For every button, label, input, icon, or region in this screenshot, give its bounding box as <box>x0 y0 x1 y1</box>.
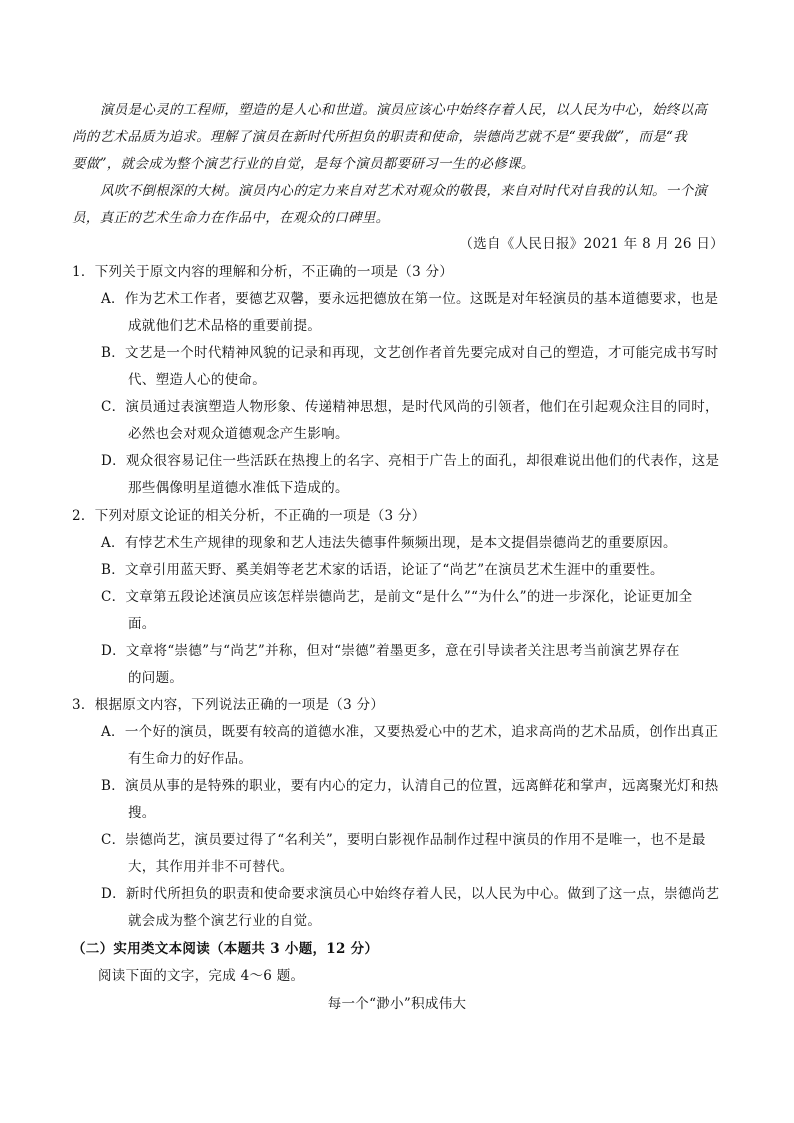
q3-option-c-cont: 大，其作用并非不可替代。 <box>128 859 294 875</box>
q1-option-a: A．作为艺术工作者，要德艺双馨，要永远把德放在第一位。这既是对年轻演员的基本道德要求，也是 <box>101 291 719 307</box>
q2-option-b: B．文章引用蓝天野、奚美娟等老艺术家的话语，论证了“尚艺”在演员艺术生涯中的重要性。 <box>101 562 664 578</box>
q1-option-b-cont: 代、塑造人心的使命。 <box>128 372 266 388</box>
q3-option-b: B．演员从事的是特殊的职业，要有内心的定力，认清自己的位置，远离鲜花和掌声，远离聚光灯和热 <box>101 778 719 794</box>
article-title: 每一个“渺小”积成伟大 <box>327 996 467 1012</box>
passage-line: 员，真正的艺术生命力在作品中，在观众的口碑里。 <box>72 210 390 226</box>
q1-option-c-cont: 必然也会对观众道德观念产生影响。 <box>128 426 349 442</box>
section-instruction: 阅读下面的文字，完成 4～6 题。 <box>98 968 305 984</box>
section-heading: （二）实用类文本阅读（本题共 3 小题，12 分） <box>72 941 379 957</box>
q1-option-b: B．文艺是一个时代精神风貌的记录和再现，文艺创作者首先要完成对自己的塑造，才可能完成书写时 <box>101 345 719 361</box>
question-3-stem: 3．根据原文内容，下列说法正确的一项是（3 分） <box>72 697 385 713</box>
passage-line: 风吹不倒根深的大树。演员内心的定力来自对艺术对观众的敬畏，来自对时代对自我的认知。一个演 <box>100 183 708 199</box>
q2-option-d-cont: 的问题。 <box>128 670 184 686</box>
q3-option-c: C．崇德尚艺，演员要过得了“名利关”，要明白影视作品制作过程中演员的作用不是唯一，也不是最 <box>101 832 706 848</box>
q2-option-c-cont: 面。 <box>128 616 156 632</box>
passage-line: 尚的艺术品质为追求。理解了演员在新时代所担负的职责和使命，崇德尚艺就不是“要我做”，而是“我 <box>72 129 688 145</box>
q2-option-c: C．文章第五段论述演员应该怎样崇德尚艺，是前文“是什么”“为什么”的进一步深化，论证更加全 <box>101 589 693 605</box>
question-2-stem: 2．下列对原文论证的相关分析，不正确的一项是（3 分） <box>72 508 426 524</box>
q1-option-d-cont: 那些偶像明星道德水准低下造成的。 <box>128 480 349 496</box>
passage-line: 演员是心灵的工程师，塑造的是人心和世道。演员应该心中始终存着人民，以人民为中心，始终以高 <box>100 102 708 118</box>
q3-option-d-cont: 就会成为整个演艺行业的自觉。 <box>128 913 322 929</box>
passage-line: 要做”，就会成为整个演艺行业的自觉，是每个演员都要研习一生的必修课。 <box>72 156 535 172</box>
q3-option-d: D．新时代所担负的职责和使命要求演员心中始终存着人民，以人民为中心。做到了这一点，崇德尚艺 <box>101 886 720 902</box>
q1-option-a-cont: 成就他们艺术品格的重要前提。 <box>128 318 322 334</box>
q2-option-a: A．有悖艺术生产规律的现象和艺人违法失德事件频频出现，是本文提倡崇德尚艺的重要原因。 <box>101 535 677 551</box>
q3-option-b-cont: 搜。 <box>128 805 156 821</box>
source-citation: （选自《人民日报》2021 年 8 月 26 日） <box>459 236 724 252</box>
q3-option-a: A．一个好的演员，既要有较高的道德水准，又要热爱心中的艺术，追求高尚的艺术品质，创作出真正 <box>101 724 719 740</box>
question-1-stem: 1．下列关于原文内容的理解和分析，不正确的一项是（3 分） <box>72 264 454 280</box>
q3-option-a-cont: 有生命力的好作品。 <box>128 751 253 767</box>
q1-option-c: C．演员通过表演塑造人物形象、传递精神思想，是时代风尚的引领者，他们在引起观众注目的同时， <box>101 399 719 415</box>
q2-option-d: D．文章将“崇德”与“尚艺”并称，但对“崇德”着墨更多，意在引导读者关注思考当前演艺界存在 <box>101 643 680 659</box>
q1-option-d: D．观众很容易记住一些活跃在热搜上的名字、亮相于广告上的面孔，却很难说出他们的代表作，这是 <box>101 453 720 469</box>
